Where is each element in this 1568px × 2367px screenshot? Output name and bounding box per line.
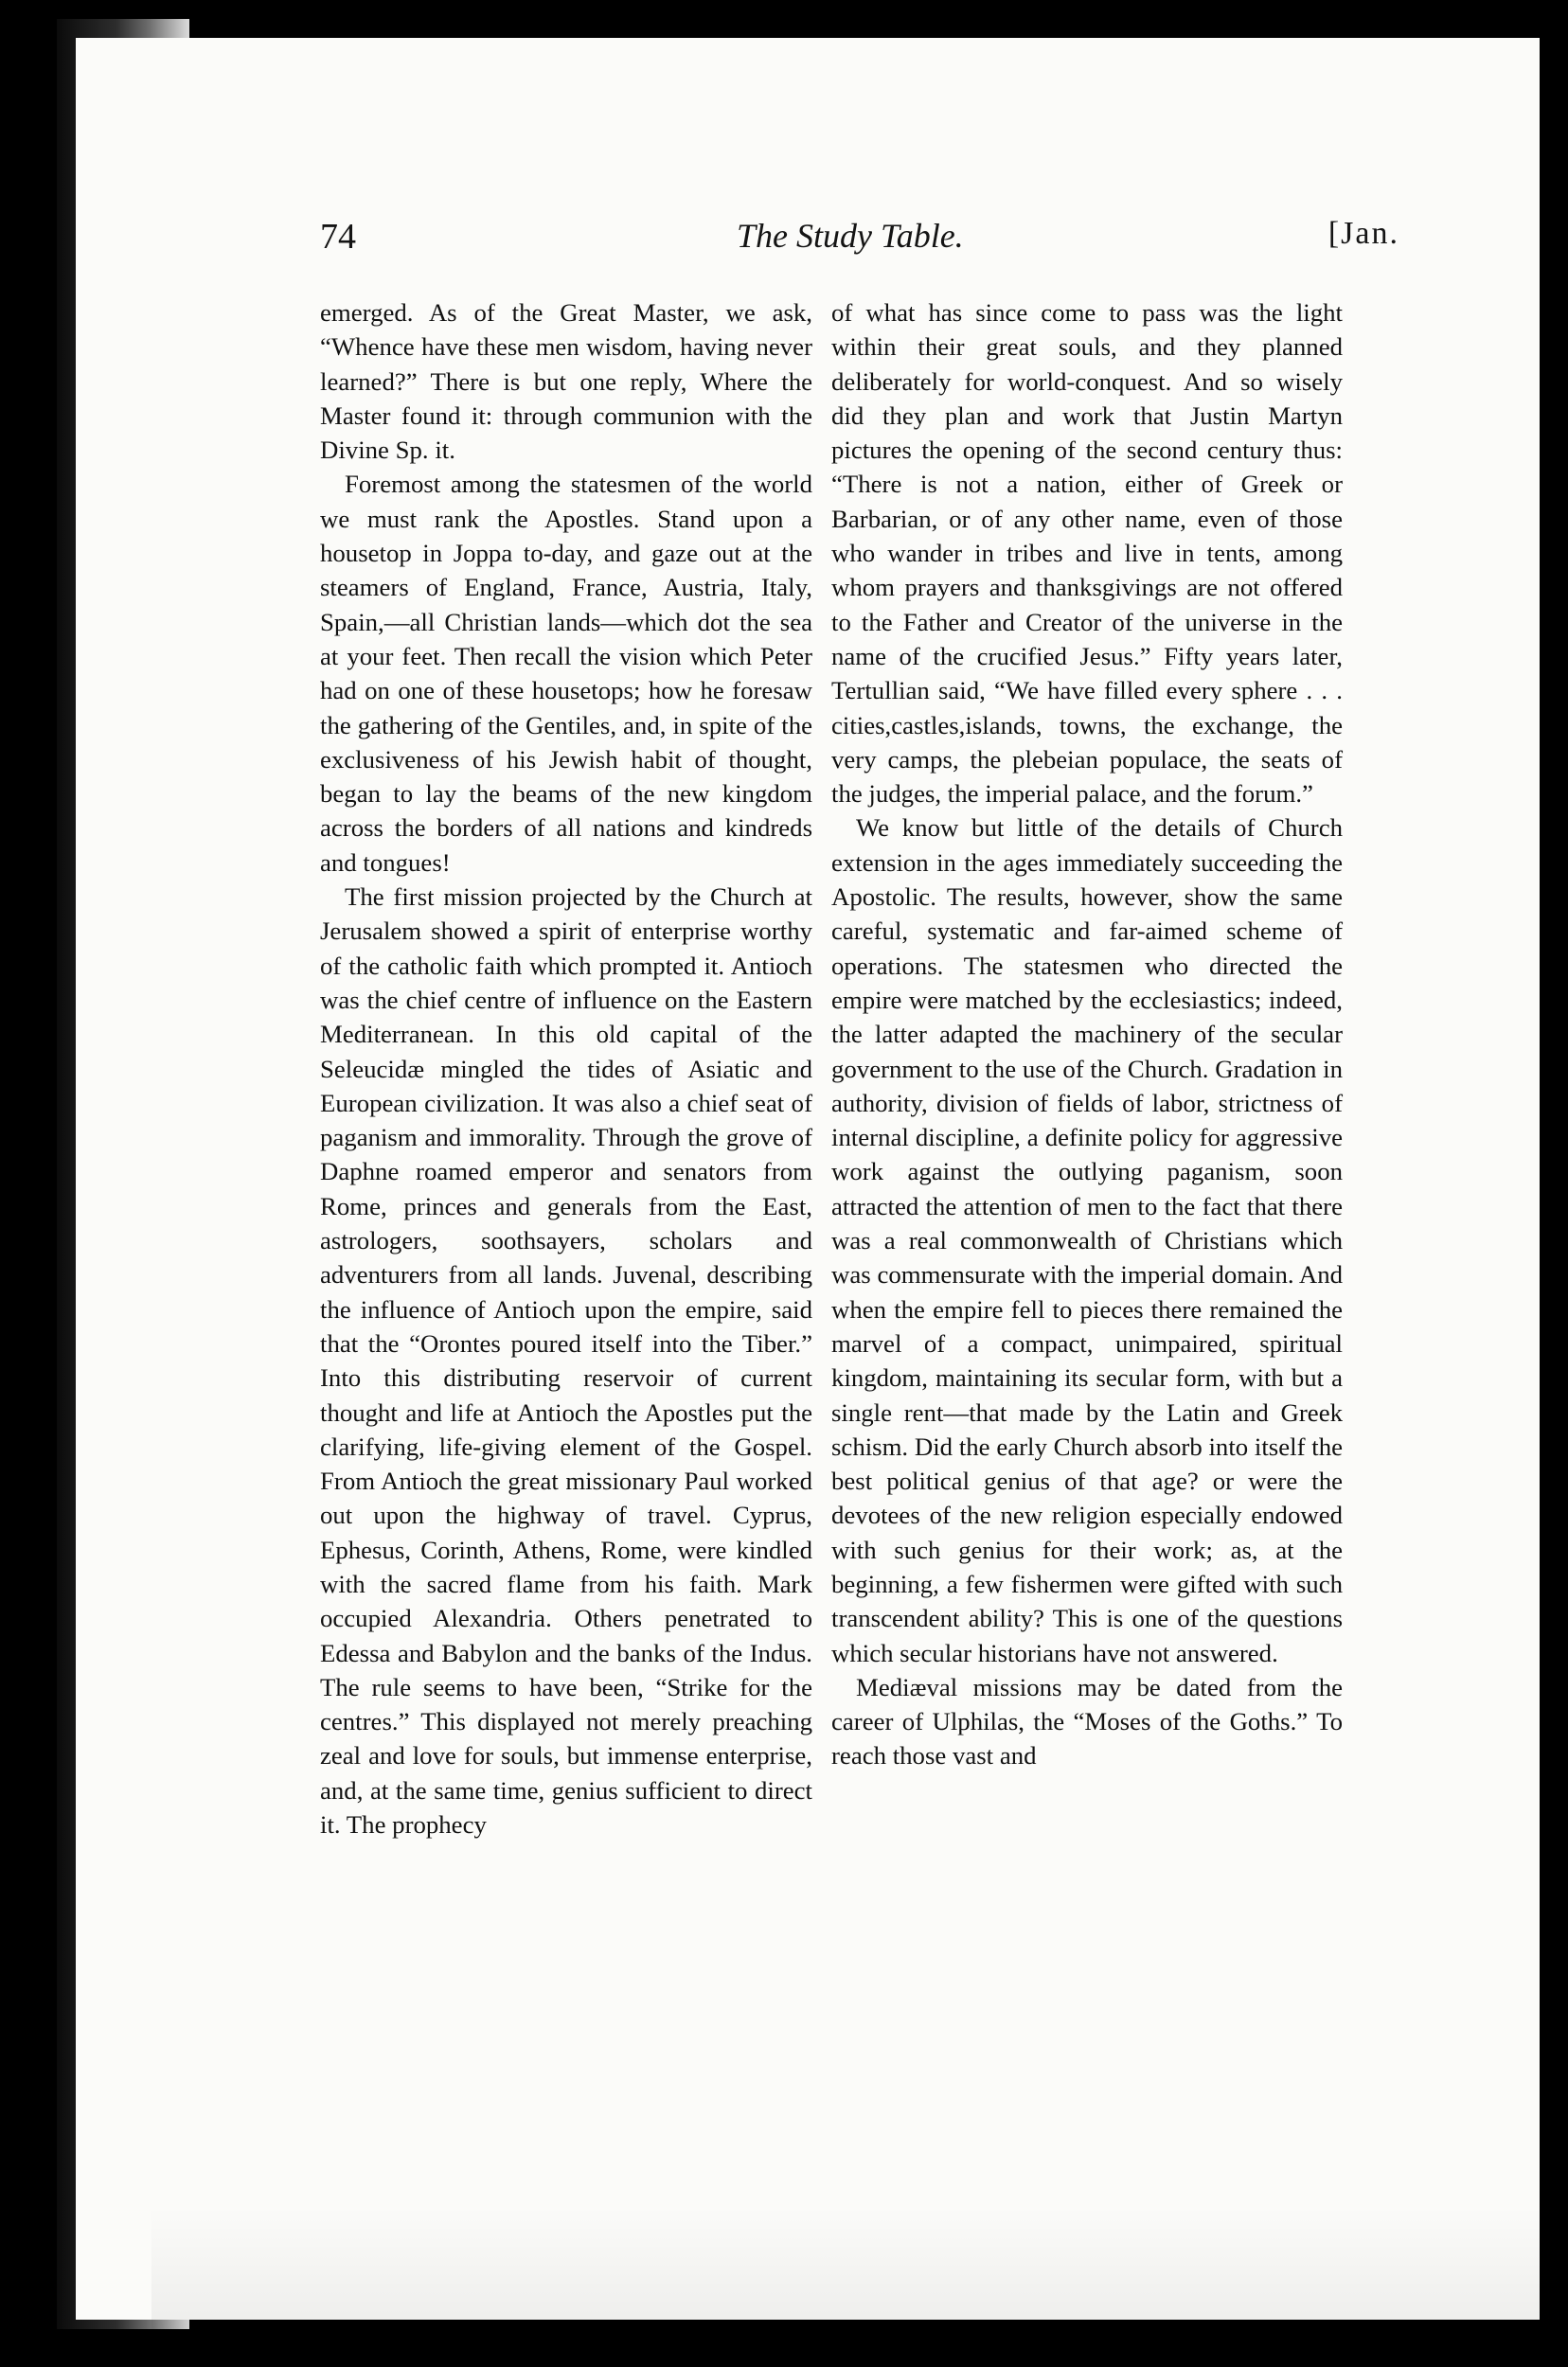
running-title: The Study Table. [737,217,964,255]
right-paragraph-1: of what has since come to pass was the light within their great souls, and they planned deliberately for world-conquest. And so wisely did they plan and work that Justin Martyn pictures the opening of the second century thus: “There is not a nation, either of Greek or Barbarian, or of any other name, even of those who wander in tribes and live in tents, among whom prayers and thanksgivings are not offered to the Father and Creator of the universe in the name of the crucified Jesus.” Fifty years later, Tertullian said, “We have filled every sphere . . . cities,castles,islands, towns, the exchange, the very camps, the plebeian populace, the seats of the judges, the imperial palace, and the forum.” [831,298,1343,809]
left-paragraph-3: The first mission projected by the Church at Jerusalem showed a spirit of enterprise worthy of the catholic faith which prompted it. Antioch was the chief centre of influence on the Eastern Mediterranean. In this old capital of the Seleucidæ mingled the tides of Asiatic and European civilization. It was also a chief seat of paganism and immorality. Through the grove of Daphne roamed emperor and senators from Rome, princes and generals from the East, astrologers, soothsayers, scholars and adventurers from all lands. Juvenal, describing the influence of Antioch upon the empire, said that the “Orontes poured itself into the Tiber.” Into this distributing reservoir of current thought and life at Antioch the Apostles put the clarifying, life-giving element of the Gospel. From Antioch the great missionary Paul worked out upon the highway of travel. Cyprus, Ephesus, Corinth, Athens, Rome, were kindled with the sacred flame from his faith. Mark occupied Alexandria. Others penetrated to Edessa and Babylon and the banks of the Indus. The rule seems to have been, “Strike for the centres.” This displayed not merely preaching zeal and love for souls, but immense enterprise, and, at the same time, genius sufficient to direct it. The prophecy [320,882,812,1840]
right-paragraph-3: Mediæval missions may be dated from the career of Ulphilas, the “Moses of the Goths.” To reach those vast and [831,1672,1343,1771]
right-column [831,295,1343,1773]
left-paragraph-2: Foremost among the statesmen of the world we must rank the Apostles. Stand upon a housetop in Joppa to-day, and gaze out at the steamers of England, France, Austria, Italy, Spain,—all Christian lands—which dot the sea at your feet. Then recall the vision which Peter had on one of these housetops; how he foresaw the gathering of the Gentiles, and, in spite of the exclusiveness of his Jewish habit of thought, began to lay the beams of the new kingdom across the borders of all nations and kindreds and tongues! [320,470,812,877]
left-paragraph-1: emerged. As of the Great Master, we ask, “Whence have these men wisdom, having never learned?” There is but one reply, Where the Master found it: through communion with the Divine Sp. it. [320,298,812,465]
running-head [320,216,1399,273]
left-column [320,295,812,1842]
right-paragraph-2: We know but little of the details of Church extension in the ages immediately succeeding the Apostolic. The results, however, show the same careful, systematic and far-aimed scheme of operations. The statesmen who directed the empire were matched by the ecclesiastics; indeed, the latter adapted the machinery of the secular government to the use of the Church. Gradation in authority, division of fields of labor, strictness of internal discipline, a definite policy for aggressive work against the outlying paganism, soon attracted the attention of men to the fact that there was a real commonwealth of Christians which was commensurate with the imperial domain. And when the empire fell to pieces there remained the marvel of a compact, unimpaired, spiritual kingdom, maintaining its secular form, with but a single rent—that made by the Latin and Greek schism. Did the early Church absorb into itself the best political genius of that age? or were the devotees of the new religion especially endowed with such genius for their work; as, at the beginning, a few fishermen were gifted with such transcendent ability? This is one of the questions which secular historians have not answered. [831,813,1343,1667]
running-month: [Jan. [1327,216,1399,251]
page-number: 74 [320,217,356,257]
